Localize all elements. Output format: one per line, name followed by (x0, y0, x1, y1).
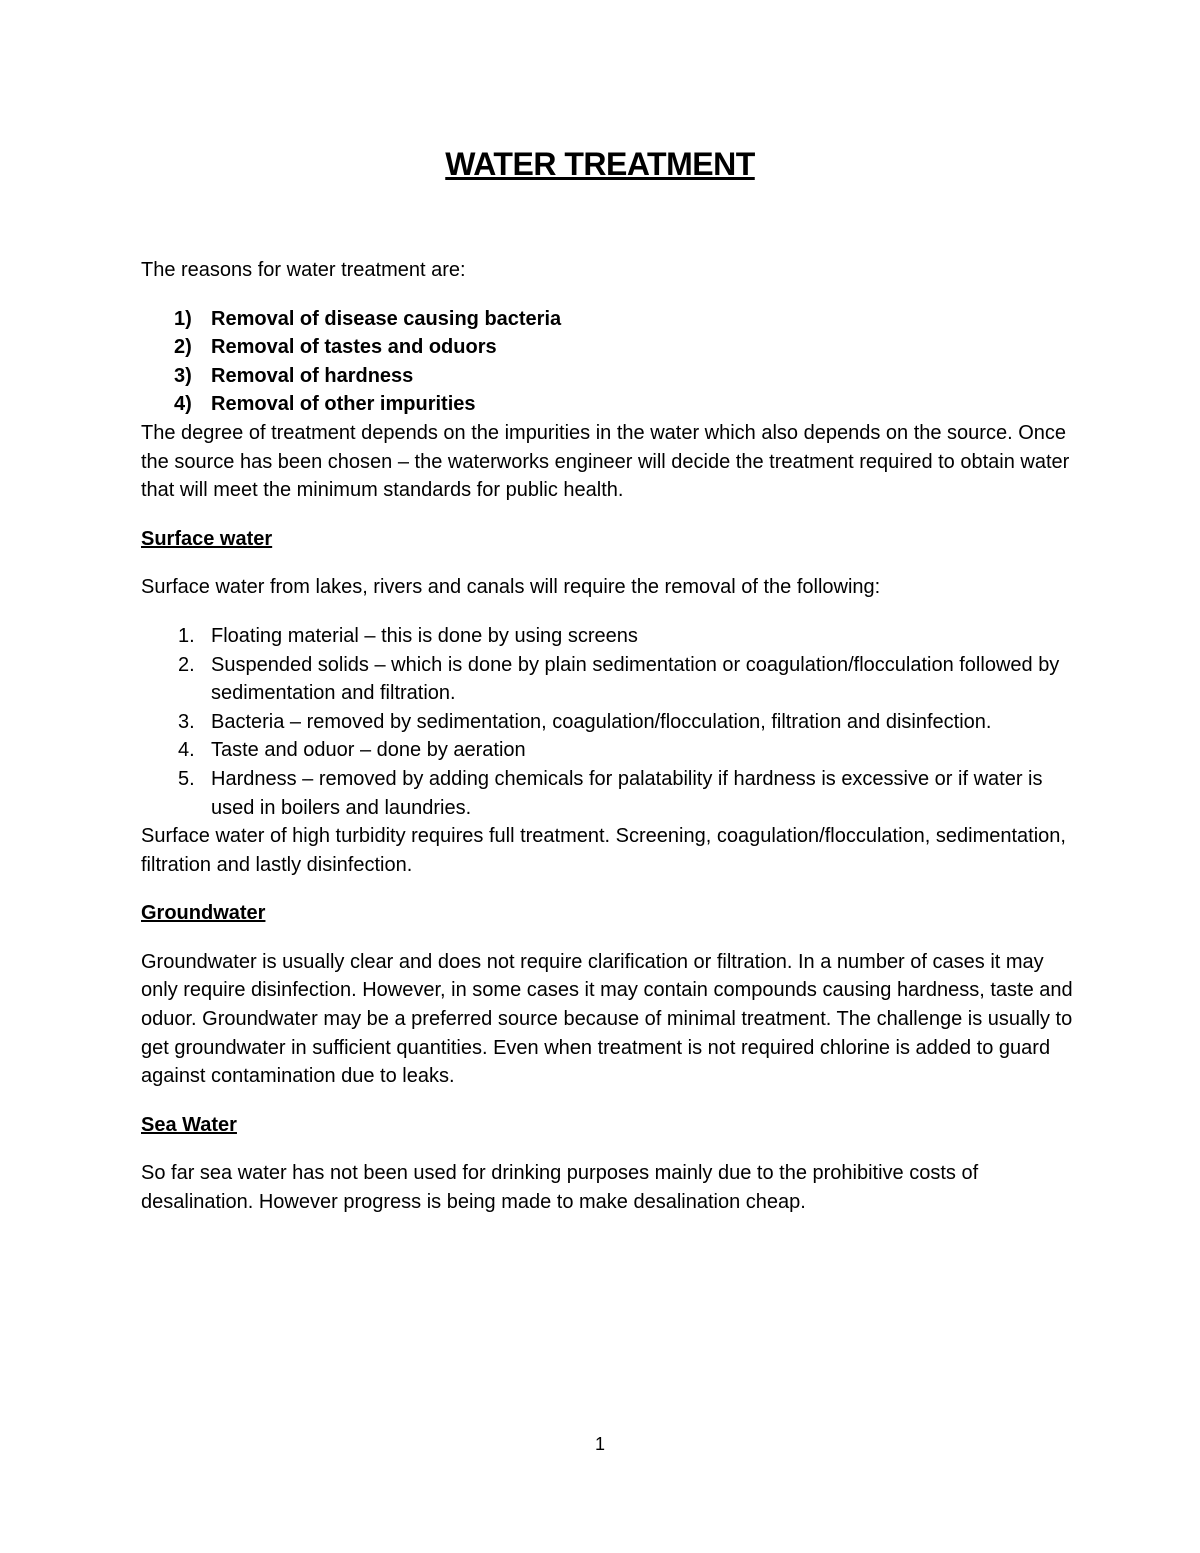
surface-closing: Surface water of high turbidity requires full treatment. Screening, coagulation/flocculation, sedimentation, filtration and lastly disinfection. (141, 825, 1066, 876)
surface-intro: Surface water from lakes, rivers and canals will require the removal of the following: (141, 576, 881, 599)
list-item: 2) Removal of tastes and oduors (174, 336, 497, 359)
list-item: 4. Taste and oduor – done by aeration (178, 739, 526, 762)
list-item: 4) Removal of other impurities (174, 393, 476, 416)
section-heading-surface-water: Surface water (141, 527, 273, 550)
groundwater-paragraph: Groundwater is usually clear and does not require clarification or filtration. In a number of cases it may only require disinfection. However, in some cases it may contain compounds causing hardness, taste and oduor. Groundwater may be a preferred source because of minimal treatment. The challenge is usually to get groundwater in sufficient quantities. Even when treatment is not required chlorine is added to guard against contamination due to leaks. (141, 950, 1073, 1088)
section-heading-sea-water: Sea Water (141, 1113, 237, 1136)
reasons-list (141, 305, 1081, 419)
seawater-paragraph: So far sea water has not been used for drinking purposes mainly due to the prohibitive costs of desalination. However progress is being made to make desalination cheap. (141, 1162, 979, 1214)
surface-removal-list (141, 622, 1081, 822)
list-item: 2. Suspended solids – which is done by plain sedimentation or coagulation/flocculation followed by sedimentation and filtration. (178, 653, 1060, 705)
intro-text: The reasons for water treatment are: (141, 259, 466, 281)
document-title: WATER TREATMENT (445, 146, 755, 182)
page-number: 1 (594, 1434, 605, 1454)
list-item: 1. Floating material – this is done by using screens (178, 624, 638, 647)
section-heading-groundwater: Groundwater (141, 902, 266, 925)
list-item: 3. Bacteria – removed by sedimentation, coagulation/flocculation, filtration and disinfection. (178, 710, 992, 733)
list-item: 5. Hardness – removed by adding chemicals for palatability if hardness is excessive or if water is used in boilers and laundries. (178, 767, 1043, 819)
list-item: 1) Removal of disease causing bacteria (174, 307, 562, 330)
degree-paragraph: The degree of treatment depends on the impurities in the water which also depends on the source. Once the source has been chosen – the waterworks engineer will decide the treatment required to obtain water that will meet the minimum standards for public health. (141, 421, 1070, 502)
document-body (141, 256, 1081, 1217)
list-item: 3) Removal of hardness (174, 364, 414, 387)
